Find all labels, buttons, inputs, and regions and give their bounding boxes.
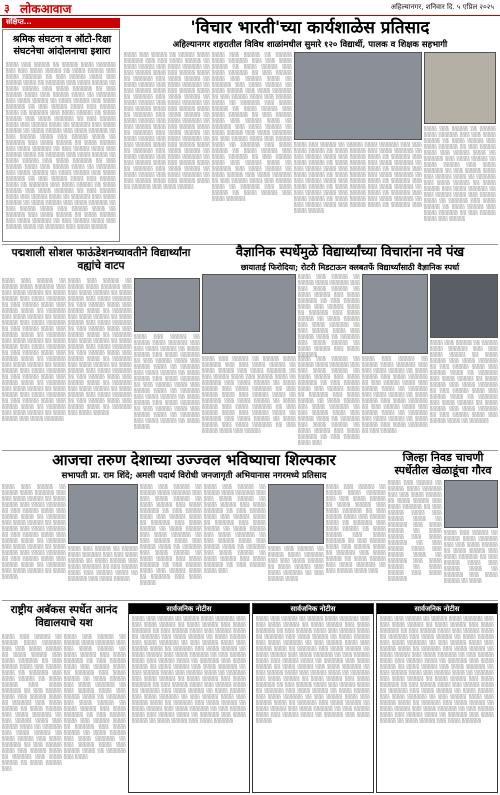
story6-headline: राष्ट्रीय अबॅकस स्पर्धेत आनंद विद्यालयाचे यश	[10, 604, 118, 629]
newspaper-brand: लोकआवाज	[20, 2, 72, 16]
story3-body-col2: ░░░░ ░░░ ░░░░░ ░░ ░░░░░ ░░░░ ░░░░░░ ░░░ ░░░ ░░░░ ░░░░░ ░░ ░░░░ ░░░░░ ░░░ ░░░░ ░░░░░░ ░░ ░░░ ░░░░░ ░░░░ ░░░ ░░░░░ ░░░░ ░░ ░░░░░░ ░░░ ░░░░ ░░░░░ ░░ ░░░░ ░░░░░ ░░░ ░░░░ ░░░░░░ ░░ ░░░ ░░░░░ ░░░░ ░░░ ░░░░░ ░░░░ ░░ ░░░░░░ ░░░ ░░░░ ░░░░░ ░░ ░░░░ ░░░░░ ░░░ ░░░░ ░░░░░░ ░░ ░░░ ░░░░░ ░░░░ ░░░ ░░░░░ ░░░░ ░░ ░░░░░░ ░░░ ░░░░ ░░░░░ ░░ ░░░░ ░░░░░ ░░░ ░░░░ ░░░░░░ ░░ ░░░ ░░░░░ ░░░░ ░░░ ░░░░░	[202, 356, 296, 433]
story2-body-col1: ░░░░ ░░░ ░░░░░ ░░ ░░░░░ ░░░░ ░░░░░░ ░░░ ░░░ ░░░░ ░░░░░ ░░ ░░░░ ░░░░░ ░░░ ░░░░ ░░░░░░ ░░ ░░░ ░░░░░ ░░░░ ░░░ ░░░░░ ░░░░ ░░ ░░░░░░ ░░░ ░░░░ ░░░░░ ░░ ░░░░ ░░░░░ ░░░ ░░░░ ░░░░░░ ░░ ░░░ ░░░░░ ░░░░ ░░░ ░░░░░ ░░░░ ░░ ░░░░░░ ░░░ ░░░░ ░░░░░ ░░ ░░░░ ░░░░░ ░░░ ░░░░ ░░░░░░ ░░ ░░░ ░░░░░ ░░░░ ░░░ ░░░░░ ░░░░ ░░ ░░░░░░ ░░░ ░░░░ ░░░░░ ░░ ░░░░ ░░░░░ ░░░ ░░░░ ░░░░░░ ░░ ░░░ ░░░░░ ░░░░ ░░░ ░░░░░ ░░░░ ░░ ░░░░░░ ░░░ ░░░░ ░░░░░ ░░ ░░░░ ░░░░░ ░░░ ░░░░ ░░░░░░ ░░ ░░░ ░░░░░ ░░░░ ░░░ ░░░░░ ░░░░ ░░ ░░░░░░ ░░░ ░░░░ ░░░░░ ░░ ░░░░ ░░░░░ ░░░ ░░░░ ░░░░░░	[2, 278, 66, 421]
notice-2-body: ░░░░ ░░░ ░░░░░ ░░ ░░░░░ ░░░░ ░░░░░░ ░░░ ░░░ ░░░░ ░░░░░ ░░ ░░░░ ░░░░░ ░░░ ░░░░ ░░░░░░ ░░ ░░░ ░░░░░ ░░░░ ░░░ ░░░░░ ░░░░ ░░ ░░░░░░ ░░░ ░░░░ ░░░░░ ░░ ░░░░ ░░░░░ ░░░ ░░░░ ░░░░░░ ░░ ░░░ ░░░░░ ░░░░ ░░░ ░░░░░ ░░░░ ░░ ░░░░░░ ░░░ ░░░░ ░░░░░ ░░ ░░░░ ░░░░░ ░░░ ░░░░ ░░░░░░ ░░ ░░░ ░░░░░ ░░░░ ░░░ ░░░░░ ░░░░ ░░ ░░░░░░ ░░░ ░░░░ ░░░░░ ░░ ░░░░ ░░░░░ ░░░ ░░░░ ░░░░░░ ░░ ░░░ ░░░░░ ░░░░ ░░░ ░░░░░ ░░░░ ░░ ░░░░░░ ░░░ ░░░░ ░░░░░ ░░ ░░░░ ░░░░░ ░░░ ░░░░ ░░░░░░ ░░ ░░░ ░░░░░ ░░░░ ░░░ ░░░░░ ░░░░ ░░ ░░░░░░ ░░░ ░░░░ ░░░░░ ░░ ░░░░ ░░░░░ ░░░ ░░░░ ░░░░░░ ░░ ░░░ ░░░░░ ░░░░ ░░░ ░░░░░ ░░░░ ░░ ░░░░░░ ░░░ ░░░░ ░░░░░ ░░ ░░░░ ░░░░░ ░░░ ░░░░ ░░░░░░ ░░ ░░░ ░░░░░ ░░░░ ░░░ ░░░░░ ░░░░ ░░ ░░░░░░ ░░░ ░░░░ ░░░░░	[256, 616, 370, 723]
story4-body-col2: ░░░░ ░░░ ░░░░░ ░░ ░░░░░ ░░░░ ░░░░░░ ░░░ ░░░ ░░░░ ░░░░░ ░░ ░░░░ ░░░░░ ░░░ ░░░░ ░░░░░░ ░░ ░░░ ░░░░░ ░░░░ ░░░ ░░░░░ ░░░░ ░░ ░░░░░░ ░░░ ░░░░ ░░░░░	[68, 546, 138, 581]
story5-photo	[444, 480, 498, 528]
story5-headline: जिल्हा निवड चाचणी स्पर्धेतील खेळाडूंचा गौरव	[394, 451, 492, 477]
story4-body-col5: ░░░░ ░░░ ░░░░░ ░░ ░░░░░ ░░░░ ░░░░░░ ░░░ ░░░ ░░░░ ░░░░░ ░░ ░░░░ ░░░░░ ░░░ ░░░░ ░░░░░░ ░░ ░░░ ░░░░░ ░░░░ ░░░ ░░░░░ ░░░░ ░░ ░░░░░░ ░░░ ░░░░ ░░░░░ ░░ ░░░░ ░░░░░ ░░░ ░░░░ ░░░░░░ ░░ ░░░ ░░░░░ ░░░░ ░░░ ░░░░░ ░░░░ ░░ ░░░░░░ ░░░ ░░░░ ░░░░░ ░░ ░░░░ ░░░░░ ░░░ ░░░░ ░░░░░░ ░░ ░░░ ░░░░░ ░░░░ ░░░	[326, 484, 386, 573]
notice-3-header: सार्वजनिक नोटीस	[377, 604, 497, 614]
notice-1-header: सार्वजनिक नोटीस	[129, 604, 249, 614]
lead-body-col4: ░░░░ ░░░ ░░░░░ ░░ ░░░░░ ░░░░ ░░░░░░ ░░░ ░░░ ░░░░ ░░░░░ ░░ ░░░░ ░░░░░ ░░░ ░░░░ ░░░░░░ ░░ ░░░ ░░░░░ ░░░░ ░░░ ░░░░░ ░░░░ ░░ ░░░░░░ ░░░ ░░░░ ░░░░░ ░░ ░░░░ ░░░░░ ░░░ ░░░░ ░░░░░░ ░░ ░░░ ░░░░░ ░░░░ ░░░ ░░░░░ ░░░░ ░░ ░░░░░░ ░░░ ░░░░ ░░░░░ ░░ ░░░░ ░░░░░ ░░░ ░░░░ ░░░░░░ ░░ ░░░ ░░░░░ ░░░░ ░░░ ░░░░░ ░░░░ ░░ ░░░░░░ ░░░ ░░░░ ░░░░░ ░░ ░░░░ ░░░░░ ░░░ ░░░░ ░░░░░░ ░░ ░░░ ░░░░░ ░░░░ ░░░ ░░░░░	[424, 126, 496, 221]
story4-body-col6: ░░░░ ░░░ ░░░░░ ░░ ░░░░░ ░░░░ ░░░░░░ ░░░ ░░░ ░░░░ ░░░░░ ░░ ░░░░ ░░░░░ ░░░ ░░░░ ░░░░░░ ░░ ░░░ ░░░░░ ░░░░	[268, 546, 324, 581]
story3-photo-2	[362, 274, 428, 354]
story6-body-col2: ░░░░ ░░░ ░░░░░ ░░ ░░░░░ ░░░░ ░░░░░░ ░░░ ░░░ ░░░░ ░░░░░ ░░ ░░░░ ░░░░░ ░░░ ░░░░ ░░░░░░ ░░ ░░░ ░░░░░ ░░░░ ░░░ ░░░░░ ░░░░ ░░ ░░░░░░ ░░░ ░░░░ ░░░░░ ░░ ░░░░ ░░░░░ ░░░ ░░░░ ░░░░░░ ░░ ░░░ ░░░░░ ░░░░ ░░░ ░░░░░ ░░░░ ░░ ░░░░░░ ░░░ ░░░░ ░░░░░ ░░ ░░░░ ░░░░░ ░░░ ░░░░ ░░░░░░ ░░ ░░░ ░░░░░ ░░░░ ░░░ ░░░░░ ░░░░ ░░ ░░░░░░ ░░░ ░░░░ ░░░░░ ░░ ░░░░ ░░░░░ ░░░ ░░░░ ░░░░░░ ░░ ░░░ ░░░░░ ░░░░ ░░░ ░░░░░ ░░░░ ░░ ░░░░░░ ░░░ ░░░░	[64, 634, 126, 759]
story3-photo-3	[430, 274, 498, 338]
story4-photo-1	[68, 484, 138, 544]
divider-3	[2, 600, 498, 601]
story4-body-col1: ░░░░ ░░░ ░░░░░ ░░ ░░░░░ ░░░░ ░░░░░░ ░░░ ░░░ ░░░░ ░░░░░ ░░ ░░░░ ░░░░░ ░░░ ░░░░ ░░░░░░ ░░ ░░░ ░░░░░ ░░░░ ░░░ ░░░░░ ░░░░ ░░ ░░░░░░ ░░░ ░░░░ ░░░░░ ░░ ░░░░ ░░░░░ ░░░ ░░░░ ░░░░░░ ░░ ░░░ ░░░░░ ░░░░ ░░░ ░░░░░ ░░░░ ░░ ░░░░░░ ░░░ ░░░░ ░░░░░ ░░ ░░░░ ░░░░░ ░░░ ░░░░ ░░░░░░ ░░ ░░░ ░░░░░ ░░░░ ░░░ ░░░░░ ░░░░ ░░ ░░░░░░ ░░░ ░░░░ ░░░░░ ░░ ░░░░ ░░░░░	[2, 484, 66, 579]
page-number: ३	[4, 2, 10, 15]
brief-headline: श्रमिक संघटना व ऑटो-रिक्षा संघटनेचा आंदोलनाचा इशारा	[12, 34, 112, 57]
story4-subheadline: सभापती प्रा. राम शिंदे; अमली पदार्थ विरोधी जनजागृती अभियानास नगरमध्ये प्रतिसाद	[61, 471, 327, 481]
story3-body-col3: ░░░░ ░░░ ░░░░░ ░░ ░░░░░ ░░░░ ░░░░░░ ░░░ ░░░ ░░░░ ░░░░░ ░░ ░░░░ ░░░░░ ░░░ ░░░░ ░░░░░░ ░░ ░░░ ░░░░░ ░░░░ ░░░ ░░░░░ ░░░░ ░░ ░░░░░░ ░░░ ░░░░ ░░░░░ ░░ ░░░░ ░░░░░ ░░░ ░░░░ ░░░░░░ ░░ ░░░ ░░░░░ ░░░░ ░░░ ░░░░░ ░░░░ ░░ ░░░░░░ ░░░ ░░░░ ░░░░░ ░░ ░░░░ ░░░░░ ░░░ ░░░░ ░░░░░░ ░░ ░░░ ░░░░░ ░░░░ ░░░	[298, 356, 360, 445]
lead-photo-main	[294, 52, 422, 140]
story2-headline: पद्मशाली सोशल फाऊंडेशनच्यावतीने विद्यार्थ्यांना वह्यांचे वाटप	[11, 247, 191, 272]
story3-body-col4: ░░░░ ░░░ ░░░░░ ░░ ░░░░░ ░░░░ ░░░░░░ ░░░ ░░░ ░░░░ ░░░░░ ░░ ░░░░ ░░░░░ ░░░ ░░░░ ░░░░░░ ░░ ░░░ ░░░░░ ░░░░ ░░░ ░░░░░ ░░░░ ░░ ░░░░░░ ░░░ ░░░░ ░░░░░ ░░ ░░░░ ░░░░░ ░░░ ░░░░ ░░░░░░ ░░ ░░░ ░░░░░ ░░░░ ░░░ ░░░░░ ░░░░ ░░ ░░░░░░ ░░░ ░░░░ ░░░░░ ░░ ░░░░ ░░░░░ ░░░ ░░░░ ░░░░░░ ░░ ░░░ ░░░░░	[362, 356, 428, 433]
lead-body-col2: ░░░░ ░░░ ░░░░░ ░░ ░░░░░ ░░░░ ░░░░░░ ░░░ ░░░ ░░░░ ░░░░░ ░░ ░░░░ ░░░░░ ░░░ ░░░░ ░░░░░░ ░░ ░░░ ░░░░░ ░░░░ ░░░ ░░░░░ ░░░░ ░░ ░░░░░░ ░░░ ░░░░ ░░░░░ ░░ ░░░░ ░░░░░ ░░░ ░░░░ ░░░░░░ ░░ ░░░ ░░░░░ ░░░░ ░░░ ░░░░░ ░░░░ ░░ ░░░░░░ ░░░ ░░░░ ░░░░░ ░░ ░░░░ ░░░░░ ░░░ ░░░░ ░░░░░░ ░░ ░░░ ░░░░░ ░░░░ ░░░ ░░░░░ ░░░░ ░░ ░░░░░░ ░░░ ░░░░ ░░░░░ ░░ ░░░░ ░░░░░ ░░░ ░░░░ ░░░░░░ ░░ ░░░ ░░░░░ ░░░░ ░░░ ░░░░░ ░░░░ ░░ ░░░░░░ ░░░ ░░░░ ░░░░░ ░░ ░░░░ ░░░░░ ░░░ ░░░░ ░░░░░░ ░░ ░░░ ░░░░░ ░░░░ ░░░ ░░░░░ ░░░░ ░░ ░░░░░░ ░░░ ░░░░ ░░░░░ ░░ ░░░░ ░░░░░ ░░░ ░░░░ ░░░░░░ ░░ ░░░ ░░░░░ ░░░░ ░░░ ░░░░░ ░░░░ ░░ ░░░░░░ ░░░ ░░░░ ░░░░░ ░░ ░░░░ ░░░░░ ░░░ ░░░░ ░░░░░░	[212, 52, 292, 201]
story5-body-col2: ░░░░ ░░░ ░░░░░ ░░ ░░░░░ ░░░░ ░░░░░░ ░░░ ░░░ ░░░░ ░░░░░ ░░ ░░░░ ░░░░░ ░░░ ░░░░ ░░░░░░ ░░ ░░░ ░░░░░ ░░░░ ░░░ ░░░░░ ░░░░ ░░ ░░░░░░ ░░░ ░░░░ ░░░░░ ░░ ░░░░	[444, 530, 498, 583]
story4-headline: आजचा तरुण देशाच्या उज्ज्वल भविष्याचा शिल्पकार	[52, 451, 336, 469]
notice-2-header: सार्वजनिक नोटीस	[253, 604, 373, 614]
story3-photo-1	[202, 274, 296, 354]
story2-body-col3: ░░░░ ░░░ ░░░░░ ░░ ░░░░░ ░░░░ ░░░░░░ ░░░ ░░░ ░░░░ ░░░░░ ░░ ░░░░ ░░░░░ ░░░ ░░░░ ░░░░░░ ░░ ░░░ ░░░░░ ░░░░ ░░░ ░░░░░ ░░░░ ░░ ░░░░░░ ░░░ ░░░░ ░░░░░ ░░ ░░░░ ░░░░░ ░░░ ░░░░ ░░░░░░ ░░ ░░░ ░░░░░ ░░░░ ░░░ ░░░░░ ░░░░ ░░ ░░░░░░ ░░░ ░░░░ ░░░░░ ░░ ░░░░ ░░░░░ ░░░ ░░░░ ░░░░░░ ░░ ░░░ ░░░░░ ░░░░ ░░░ ░░░░░ ░░░░ ░░ ░░░░░░ ░░░ ░░░░ ░░░░░ ░░ ░░░░ ░░░░░	[134, 334, 200, 429]
lead-headline	[124, 18, 496, 38]
story3-body-col5: ░░░░ ░░░ ░░░░░ ░░ ░░░░░ ░░░░ ░░░░░░ ░░░ ░░░ ░░░░ ░░░░░ ░░ ░░░░ ░░░░░ ░░░ ░░░░ ░░░░░░ ░░ ░░░ ░░░░░ ░░░░ ░░░ ░░░░░ ░░░░ ░░ ░░░░░░ ░░░ ░░░░ ░░░░░ ░░ ░░░░ ░░░░░ ░░░ ░░░░ ░░░░░░ ░░ ░░░ ░░░░░ ░░░░ ░░░ ░░░░░ ░░░░ ░░ ░░░░░░ ░░░ ░░░░ ░░░░░ ░░ ░░░░ ░░░░░ ░░░ ░░░░ ░░░░░░ ░░ ░░░ ░░░░░ ░░░░ ░░░ ░░░░░ ░░░░ ░░ ░░░░░░	[430, 340, 498, 423]
lead-body-col1: ░░░░ ░░░ ░░░░░ ░░ ░░░░░ ░░░░ ░░░░░░ ░░░ ░░░ ░░░░ ░░░░░ ░░ ░░░░ ░░░░░ ░░░ ░░░░ ░░░░░░ ░░ ░░░ ░░░░░ ░░░░ ░░░ ░░░░░ ░░░░ ░░ ░░░░░░ ░░░ ░░░░ ░░░░░ ░░ ░░░░ ░░░░░ ░░░ ░░░░ ░░░░░░ ░░ ░░░ ░░░░░ ░░░░ ░░░ ░░░░░ ░░░░ ░░ ░░░░░░ ░░░ ░░░░ ░░░░░ ░░ ░░░░ ░░░░░ ░░░ ░░░░ ░░░░░░ ░░ ░░░ ░░░░░ ░░░░ ░░░ ░░░░░ ░░░░ ░░ ░░░░░░ ░░░ ░░░░ ░░░░░ ░░ ░░░░ ░░░░░ ░░░ ░░░░ ░░░░░░ ░░ ░░░ ░░░░░ ░░░░ ░░░ ░░░░░ ░░░░ ░░ ░░░░░░ ░░░ ░░░░ ░░░░░ ░░ ░░░░ ░░░░░ ░░░ ░░░░ ░░░░░░ ░░ ░░░ ░░░░░ ░░░░ ░░░ ░░░░░ ░░░░ ░░ ░░░░░░ ░░░ ░░░░ ░░░░░ ░░ ░░░░ ░░░░░ ░░░ ░░░░ ░░░░░░ ░░ ░░░ ░░░░░ ░░░░ ░░░ ░░░░░ ░░░░ ░░ ░░░░░░ ░░░ ░░░░ ░░░░░ ░░ ░░░░ ░░░░░ ░░░ ░░░░ ░░░░░░ ░░ ░░░ ░░░░░ ░░░░ ░░░ ░░░░░ ░░░░ ░░ ░░░░░░ ░░░ ░░░░ ░░░░░	[124, 52, 210, 189]
story4-photo-2	[268, 484, 324, 544]
dateline: अहिल्यानगर, शनिवार दि. ५ एप्रिल २०२५	[390, 3, 494, 11]
notice-3-body: ░░░░ ░░░ ░░░░░ ░░ ░░░░░ ░░░░ ░░░░░░ ░░░ ░░░ ░░░░ ░░░░░ ░░ ░░░░ ░░░░░ ░░░ ░░░░ ░░░░░░ ░░ ░░░ ░░░░░ ░░░░ ░░░ ░░░░░ ░░░░ ░░ ░░░░░░ ░░░ ░░░░ ░░░░░ ░░ ░░░░ ░░░░░ ░░░ ░░░░ ░░░░░░ ░░ ░░░ ░░░░░ ░░░░ ░░░ ░░░░░ ░░░░ ░░ ░░░░░░ ░░░ ░░░░ ░░░░░ ░░ ░░░░ ░░░░░ ░░░ ░░░░ ░░░░░░ ░░ ░░░ ░░░░░ ░░░░ ░░░ ░░░░░ ░░░░ ░░ ░░░░░░ ░░░ ░░░░ ░░░░░ ░░ ░░░░ ░░░░░ ░░░ ░░░░ ░░░░░░ ░░ ░░░ ░░░░░ ░░░░ ░░░ ░░░░░ ░░░░ ░░ ░░░░░░ ░░░ ░░░░ ░░░░░ ░░ ░░░░ ░░░░░ ░░░ ░░░░ ░░░░░░ ░░ ░░░ ░░░░░ ░░░░ ░░░ ░░░░░ ░░░░ ░░ ░░░░░░ ░░░ ░░░░ ░░░░░ ░░ ░░░░ ░░░░░ ░░░ ░░░░ ░░░░░░ ░░ ░░░ ░░░░░ ░░░░ ░░░ ░░░░░ ░░░░ ░░ ░░░░░░ ░░░ ░░░░ ░░░░░ ░░ ░░░░ ░░░░░ ░░░ ░░░░ ░░░░░░ ░░ ░░░ ░░░░░ ░░░░ ░░░ ░░░░░ ░░░░ ░░ ░░░░░░ ░░░ ░░░░ ░░░░░ ░░ ░░░░ ░░░░░ ░░░ ░░░░ ░░░░░░	[380, 616, 494, 723]
story2-body-col2: ░░░░ ░░░ ░░░░░ ░░ ░░░░░ ░░░░ ░░░░░░ ░░░ ░░░ ░░░░ ░░░░░ ░░ ░░░░ ░░░░░ ░░░ ░░░░ ░░░░░░ ░░ ░░░ ░░░░░ ░░░░ ░░░ ░░░░░ ░░░░ ░░ ░░░░░░ ░░░ ░░░░ ░░░░░ ░░ ░░░░ ░░░░░ ░░░ ░░░░ ░░░░░░ ░░ ░░░ ░░░░░ ░░░░ ░░░ ░░░░░ ░░░░ ░░ ░░░░░░ ░░░ ░░░░ ░░░░░ ░░ ░░░░ ░░░░░ ░░░ ░░░░ ░░░░░░ ░░ ░░░ ░░░░░ ░░░░ ░░░ ░░░░░ ░░░░ ░░ ░░░░░░ ░░░ ░░░░ ░░░░░ ░░ ░░░░ ░░░░░ ░░░ ░░░░ ░░░░░░ ░░ ░░░ ░░░░░ ░░░░ ░░░ ░░░░░ ░░░░ ░░ ░░░░░░ ░░░ ░░░░ ░░░░░ ░░ ░░░░ ░░░░░ ░░░ ░░░░ ░░░░░░ ░░ ░░░ ░░░░░ ░░░░ ░░░ ░░░░░ ░░░░ ░░ ░░░░░░ ░░░ ░░░░ ░░░░░	[68, 278, 132, 415]
story4-body-col3: ░░░░ ░░░ ░░░░░ ░░ ░░░░░ ░░░░ ░░░░░░ ░░░ ░░░ ░░░░ ░░░░░ ░░ ░░░░ ░░░░░ ░░░ ░░░░ ░░░░░░ ░░ ░░░ ░░░░░ ░░░░ ░░░ ░░░░░ ░░░░ ░░ ░░░░░░ ░░░ ░░░░ ░░░░░ ░░ ░░░░ ░░░░░ ░░░ ░░░░ ░░░░░░ ░░ ░░░ ░░░░░ ░░░░ ░░░ ░░░░░ ░░░░ ░░ ░░░░░░ ░░░ ░░░░ ░░░░░ ░░ ░░░░ ░░░░░ ░░░ ░░░░ ░░░░░░ ░░ ░░░ ░░░░░ ░░░░ ░░░ ░░░░░ ░░░░ ░░ ░░░░░░ ░░░ ░░░░ ░░░░░	[140, 484, 202, 585]
lead-photo-side	[424, 52, 496, 124]
story3-headline: वैज्ञानिक स्पर्धेमुळे विद्यार्थ्यांच्या विचारांना नवे पंख	[235, 245, 465, 260]
brief-kicker: संक्षिप्त...	[2, 18, 120, 28]
lead-subheadline: अहिल्यानगर शहरातील विविध शाळांमधील सुमारे १२० विद्यार्थी, पालक व शिक्षक सहभागी	[172, 40, 448, 50]
story3-body-col1: ░░░░ ░░░ ░░░░░ ░░ ░░░░░ ░░░░ ░░░░░░ ░░░ ░░░ ░░░░ ░░░░░ ░░ ░░░░ ░░░░░ ░░░ ░░░░ ░░░░░░ ░░ ░░░ ░░░░░ ░░░░ ░░░ ░░░░░ ░░░░ ░░ ░░░░░░ ░░░ ░░░░ ░░░░░ ░░ ░░░░ ░░░░░ ░░░ ░░░░ ░░░░░░ ░░ ░░░ ░░░░░ ░░░░ ░░░ ░░░░░ ░░░░ ░░ ░░░░░░ ░░░ ░░░░ ░░░░░ ░░ ░░░░ ░░░░░ ░░░ ░░░░ ░░░░░░	[298, 274, 360, 357]
lead-headline-rest: च्या कार्यशाळेस प्रतिसाद	[280, 18, 430, 38]
story2-photo	[134, 278, 200, 332]
lead-body-col3: ░░░░ ░░░ ░░░░░ ░░ ░░░░░ ░░░░ ░░░░░░ ░░░ ░░░ ░░░░ ░░░░░ ░░ ░░░░ ░░░░░ ░░░ ░░░░ ░░░░░░ ░░ ░░░ ░░░░░ ░░░░ ░░░ ░░░░░ ░░░░ ░░ ░░░░░░ ░░░ ░░░░ ░░░░░ ░░ ░░░░ ░░░░░ ░░░ ░░░░ ░░░░░░ ░░ ░░░ ░░░░░ ░░░░ ░░░ ░░░░░ ░░░░ ░░ ░░░░░░ ░░░ ░░░░ ░░░░░ ░░ ░░░░ ░░░░░ ░░░ ░░░░ ░░░░░░ ░░ ░░░ ░░░░░ ░░░░ ░░░ ░░░░░ ░░░░ ░░ ░░░░░░ ░░░ ░░░░ ░░░░░ ░░ ░░░░ ░░░░░ ░░░ ░░░░ ░░░░░░ ░░ ░░░ ░░░░░ ░░░░ ░░░ ░░░░░ ░░░░ ░░ ░░░░░░ ░░░ ░░░░ ░░░░░ ░░ ░░░░ ░░░░░ ░░░ ░░░░ ░░░░░░ ░░ ░░░ ░░░░░ ░░░░ ░░░ ░░░░░ ░░░░ ░░ ░░░░░░ ░░░ ░░░░ ░░░░░	[294, 142, 422, 213]
notice-1-body: ░░░░ ░░░ ░░░░░ ░░ ░░░░░ ░░░░ ░░░░░░ ░░░ ░░░ ░░░░ ░░░░░ ░░ ░░░░ ░░░░░ ░░░ ░░░░ ░░░░░░ ░░ ░░░ ░░░░░ ░░░░ ░░░ ░░░░░ ░░░░ ░░ ░░░░░░ ░░░ ░░░░ ░░░░░ ░░ ░░░░ ░░░░░ ░░░ ░░░░ ░░░░░░ ░░ ░░░ ░░░░░ ░░░░ ░░░ ░░░░░ ░░░░ ░░ ░░░░░░ ░░░ ░░░░ ░░░░░ ░░ ░░░░ ░░░░░ ░░░ ░░░░ ░░░░░░ ░░ ░░░ ░░░░░ ░░░░ ░░░ ░░░░░ ░░░░ ░░ ░░░░░░ ░░░ ░░░░ ░░░░░ ░░ ░░░░ ░░░░░ ░░░ ░░░░ ░░░░░░ ░░ ░░░ ░░░░░ ░░░░ ░░░ ░░░░░ ░░░░ ░░ ░░░░░░ ░░░ ░░░░ ░░░░░ ░░ ░░░░ ░░░░░ ░░░ ░░░░ ░░░░░░ ░░ ░░░ ░░░░░ ░░░░ ░░░ ░░░░░ ░░░░ ░░ ░░░░░░ ░░░ ░░░░ ░░░░░ ░░ ░░░░ ░░░░░ ░░░ ░░░░ ░░░░░░ ░░ ░░░ ░░░░░ ░░░░ ░░░ ░░░░░ ░░░░ ░░ ░░░░░░ ░░░ ░░░░ ░░░░░ ░░ ░░░░ ░░░░░ ░░░ ░░░░ ░░░░░░ ░░ ░░░ ░░░░░ ░░░░ ░░░ ░░░░░ ░░░░ ░░ ░░░░░░ ░░░ ░░░░ ░░░░░ ░░ ░░░░ ░░░░░ ░░░ ░░░░ ░░░░░░	[132, 616, 246, 723]
story5-body-col1: ░░░░ ░░░ ░░░░░ ░░ ░░░░░ ░░░░ ░░░░░░ ░░░ ░░░ ░░░░ ░░░░░ ░░ ░░░░ ░░░░░ ░░░ ░░░░ ░░░░░░ ░░ ░░░ ░░░░░ ░░░░ ░░░ ░░░░░ ░░░░ ░░ ░░░░░░ ░░░ ░░░░ ░░░░░ ░░ ░░░░ ░░░░░ ░░░ ░░░░ ░░░░░░ ░░ ░░░ ░░░░░ ░░░░ ░░░ ░░░░░ ░░░░ ░░ ░░░░░░ ░░░ ░░░░ ░░░░░ ░░ ░░░░ ░░░░░ ░░░ ░░░░ ░░░░░░	[388, 480, 442, 581]
story3-subheadline: छायाताई फिरोदिया; रोटरी मिडटाऊन क्लबतर्फे विद्यार्थ्यांसाठी वैज्ञानिक स्पर्धा	[240, 262, 460, 272]
brief-body-text: ░░░░ ░░░ ░░░░░ ░░ ░░░░░ ░░░░ ░░░░░░ ░░░ ░░░ ░░░░ ░░░░░ ░░ ░░░░ ░░░░░ ░░░ ░░░░ ░░░░░░ ░░ ░░░ ░░░░░ ░░░░ ░░░ ░░░░░ ░░░░ ░░ ░░░░░░ ░░░ ░░░░ ░░░░░ ░░ ░░░░ ░░░░░ ░░░ ░░░░ ░░░░░░ ░░ ░░░ ░░░░░ ░░░░ ░░░ ░░░░░ ░░░░ ░░ ░░░░░░ ░░░ ░░░░ ░░░░░ ░░ ░░░░ ░░░░░ ░░░ ░░░░ ░░░░░░ ░░ ░░░ ░░░░░ ░░░░ ░░░ ░░░░░ ░░░░ ░░ ░░░░░░ ░░░ ░░░░ ░░░░░ ░░ ░░░░ ░░░░░ ░░░ ░░░░ ░░░░░░ ░░ ░░░ ░░░░░ ░░░░ ░░░ ░░░░░ ░░░░ ░░ ░░░░░░ ░░░ ░░░░ ░░░░░ ░░ ░░░░ ░░░░░ ░░░ ░░░░ ░░░░░░ ░░ ░░░ ░░░░░ ░░░░ ░░░ ░░░░░ ░░░░ ░░ ░░░░░░ ░░░ ░░░░ ░░░░░ ░░ ░░░░ ░░░░░ ░░░ ░░░░ ░░░░░░ ░░ ░░░ ░░░░░ ░░░░ ░░░ ░░░░░ ░░░░ ░░ ░░░░░░ ░░░ ░░░░ ░░░░░ ░░ ░░░░ ░░░░░ ░░░ ░░░░ ░░░░░░ ░░ ░░░ ░░░░░ ░░░░ ░░░ ░░░░░ ░░░░ ░░ ░░░░░░ ░░░ ░░░░ ░░░░░ ░░ ░░░░ ░░░░░ ░░░ ░░░░ ░░░░░░ ░░ ░░░ ░░░░░ ░░░░ ░░░ ░░░░░ ░░░░ ░░ ░░░░░░ ░░░ ░░░░ ░░░░░ ░░ ░░░░ ░░░░░ ░░░ ░░░░ ░░░░░░ ░░ ░░░ ░░░░░ ░░░░ ░░░ ░░░░░ ░░░░ ░░ ░░░░░░ ░░░ ░░░░ ░░░░░ ░░ ░░░░ ░░░░░ ░░░ ░░░░ ░░░░░░ ░░ ░░░ ░░░░░ ░░░░ ░░░ ░░░░░ ░░░░ ░░ ░░░░░░ ░░░ ░░░░ ░░░░░ ░░ ░░░░ ░░░░░ ░░░ ░░░░ ░░░░░░ ░░ ░░░ ░░░░░ ░░░░ ░░░ ░░░░░ ░░░░ ░░ ░░░░░░ ░░░ ░░░░ ░░░░░	[6, 62, 116, 229]
lead-headline-quoted: 'विचार भारती'	[190, 18, 281, 38]
story4-body-col4: ░░░░ ░░░ ░░░░░ ░░ ░░░░░ ░░░░ ░░░░░░ ░░░ ░░░ ░░░░ ░░░░░ ░░ ░░░░ ░░░░░ ░░░ ░░░░ ░░░░░░ ░░ ░░░ ░░░░░ ░░░░ ░░░ ░░░░░ ░░░░ ░░ ░░░░░░ ░░░ ░░░░ ░░░░░ ░░ ░░░░ ░░░░░ ░░░ ░░░░ ░░░░░░ ░░ ░░░ ░░░░░ ░░░░ ░░░ ░░░░░ ░░░░ ░░ ░░░░░░ ░░░ ░░░░ ░░░░░ ░░ ░░░░ ░░░░░ ░░░ ░░░░ ░░░░░░ ░░ ░░░ ░░░░░ ░░░░ ░░░	[204, 484, 266, 573]
story6-body-col1: ░░░░ ░░░ ░░░░░ ░░ ░░░░░ ░░░░ ░░░░░░ ░░░ ░░░ ░░░░ ░░░░░ ░░ ░░░░ ░░░░░ ░░░ ░░░░ ░░░░░░ ░░ ░░░ ░░░░░ ░░░░ ░░░ ░░░░░ ░░░░ ░░ ░░░░░░ ░░░ ░░░░ ░░░░░ ░░ ░░░░ ░░░░░ ░░░ ░░░░ ░░░░░░ ░░ ░░░ ░░░░░ ░░░░ ░░░ ░░░░░ ░░░░ ░░ ░░░░░░ ░░░ ░░░░ ░░░░░ ░░ ░░░░ ░░░░░ ░░░ ░░░░ ░░░░░░ ░░ ░░░ ░░░░░ ░░░░ ░░░ ░░░░░ ░░░░ ░░ ░░░░░░ ░░░ ░░░░ ░░░░░ ░░ ░░░░ ░░░░░ ░░░ ░░░░ ░░░░░░ ░░ ░░░ ░░░░░ ░░░░ ░░░ ░░░░░ ░░░░ ░░ ░░░░░░ ░░░ ░░░░ ░░░░░ ░░ ░░░░ ░░░░░ ░░░	[2, 634, 62, 771]
